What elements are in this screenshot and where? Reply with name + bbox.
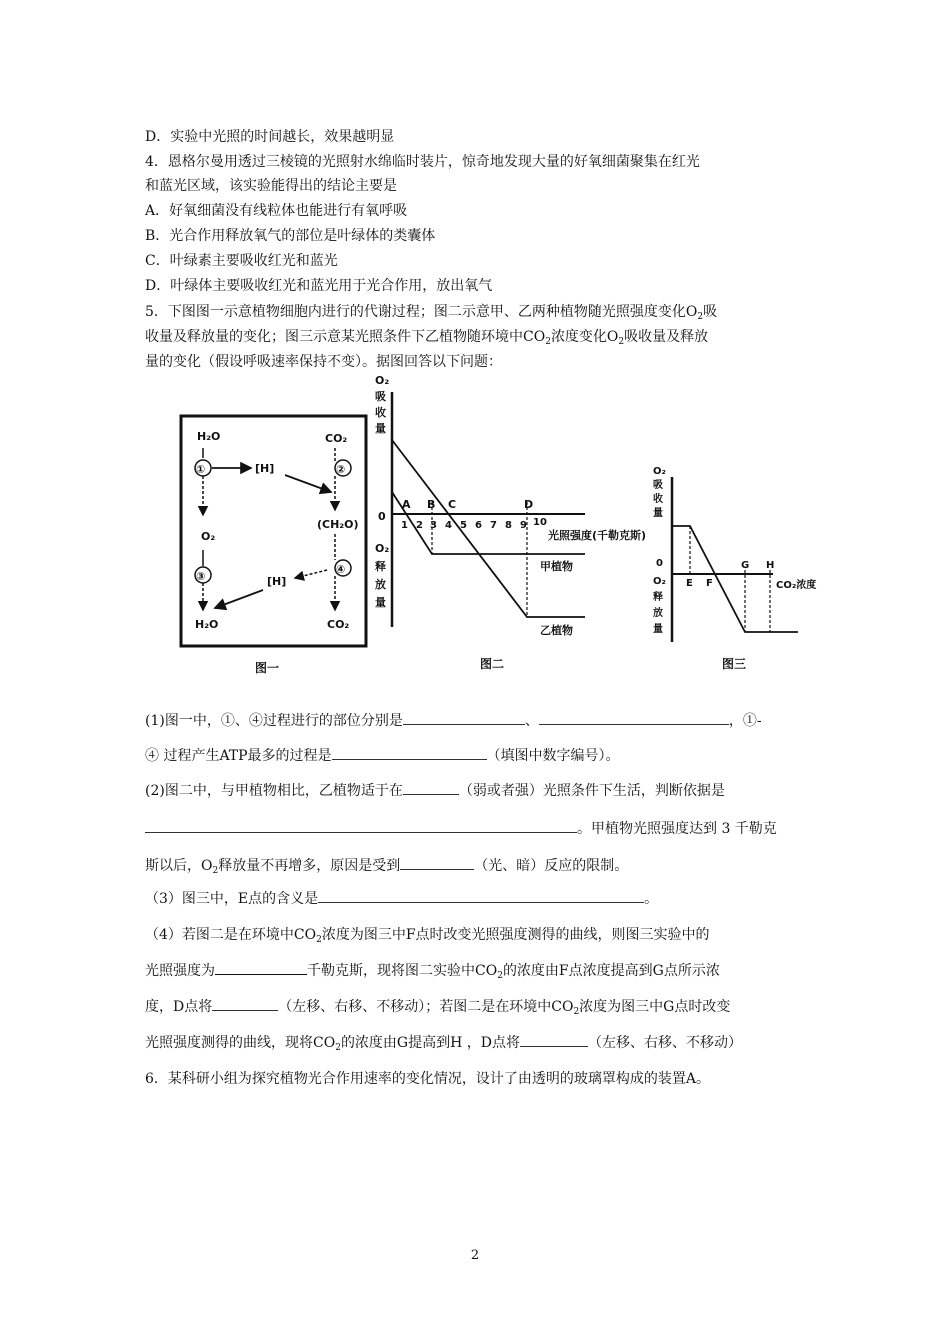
fig2-ylabel-bottom-2: 放 [375, 578, 386, 591]
q5-part2-line1: (2)图二中，与甲植物相比，乙植物适于在 （弱或者强）光照条件下生活，判断依据是 [145, 780, 725, 800]
page-number: 2 [470, 1248, 480, 1263]
fig3-zero: 0 [656, 558, 663, 569]
fig2-ylabel-top-0: O₂ [375, 374, 390, 387]
fig3-point-f: F [706, 578, 713, 589]
figure-two [370, 372, 647, 672]
fig2-tick-1: 1 [401, 520, 408, 531]
fig2-series-jia: 甲植物 [540, 560, 573, 573]
fig2-point-c: C [448, 498, 457, 511]
fig1-caption: 图一 [255, 661, 280, 675]
q3-option-d: D．实验中光照的时间越长，效果越明显 [145, 129, 395, 145]
fig2-tick-2: 2 [416, 520, 423, 531]
fig1-o2: O₂ [201, 530, 216, 543]
fig2-tick-9: 9 [520, 520, 527, 531]
answer-blank-2c[interactable] [400, 855, 474, 870]
q5-part4-line4: 光照强度测得的曲线，现将$CO_2$的浓度由G提高到H ，D点将 （左移、右移、不移动） [145, 1032, 742, 1052]
q5-part4-line1: （4）若图二是在环境中$CO_2$浓度为图三中F点时改变光照强度测得的曲线，则图三实验中的 [145, 927, 710, 945]
fig2-tick-8: 8 [505, 520, 512, 531]
fig2-zero: 0 [378, 510, 386, 523]
q4-option-c: C．叶绿素主要吸收红光和蓝光 [145, 253, 338, 269]
fig3-point-e: E [686, 578, 693, 589]
answer-blank-4c[interactable] [520, 1032, 588, 1047]
q5-stem-line1: 5．下图图一示意植物细胞内进行的代谢过程；图二示意甲、乙两种植物随光照强度变化$O_2$吸 [145, 304, 718, 322]
fig2-caption: 图二 [480, 657, 505, 671]
fig3-ylabel-top-1: 吸 [653, 480, 663, 491]
fig2-ylabel-bottom-3: 量 [375, 596, 386, 609]
q4-option-b: B．光合作用释放氧气的部位是叶绿体的类囊体 [145, 228, 436, 244]
fig3-ylabel-top-2: 收 [653, 494, 663, 505]
answer-blank-3[interactable] [318, 888, 644, 903]
fig3-ylabel-bottom-1: 释 [653, 592, 663, 603]
fig2-tick-4: 4 [445, 520, 452, 531]
fig1-h-top: [H] [255, 462, 275, 475]
q5-part4-line3: 度，D点将 （左移、右移、不移动）；若图二是在环境中$CO_2$浓度为图三中G点时改变 [145, 996, 730, 1016]
q4-option-a: A．好氧细菌没有线粒体也能进行有氧呼吸 [145, 203, 408, 219]
q5-part2-line3: 斯以后，$O_2$释放量不再增多，原因是受到 （光、暗）反应的限制。 [145, 855, 628, 875]
fig1-ch2o: (CH₂O) [317, 518, 359, 531]
q5-part2-line2: 。甲植物光照强度达到 3 千勒克 [145, 818, 777, 838]
q5-part1-line1: (1)图一中，①、④过程进行的部位分别是 、 ，①- [145, 710, 762, 730]
fig3-ylabel-top-3: 量 [653, 508, 663, 519]
answer-blank-4a[interactable] [215, 960, 307, 975]
fig2-tick-3: 3 [430, 520, 437, 531]
fig1-num-4: ④ [336, 563, 346, 576]
fig2-series-yi: 乙植物 [540, 624, 573, 637]
answer-blank-1b[interactable] [539, 710, 729, 725]
fig1-h2o-bottom: H₂O [195, 618, 219, 631]
fig3-xlabel: CO₂浓度 [776, 580, 817, 591]
figure-three [648, 462, 828, 672]
answer-blank-2a[interactable] [403, 780, 459, 795]
fig3-point-g: G [741, 560, 750, 571]
fig3-ylabel-top-0: O₂ [653, 466, 666, 477]
answer-blank-2b[interactable] [145, 818, 577, 833]
fig2-tick-5: 5 [460, 520, 467, 531]
q4-option-d: D．叶绿体主要吸收红光和蓝光用于光合作用，放出氧气 [145, 278, 493, 294]
answer-blank-1a[interactable] [403, 710, 525, 725]
answer-blank-4b[interactable] [212, 996, 278, 1011]
fig3-ylabel-bottom-0: O₂ [653, 576, 666, 587]
fig1-num-1: ① [196, 463, 206, 476]
figure-one [175, 410, 375, 680]
fig2-tick-10: 10 [533, 517, 547, 528]
q5-part4-line2: 光照强度为 千勒克斯，现将图二实验中$CO_2$的浓度由F点浓度提高到G点所示浓 [145, 960, 720, 980]
fig1-num-3: ③ [196, 570, 206, 583]
fig3-point-h: H [766, 560, 775, 571]
q6-stem: 6．某科研小组为探究植物光合作用速率的变化情况，设计了由透明的玻璃罩构成的装置A。 [145, 1071, 711, 1087]
q4-stem-line2: 和蓝光区域，该实验能得出的结论主要是 [145, 178, 397, 194]
fig2-point-a: A [402, 498, 411, 511]
q5-stem-line2: 收量及释放量的变化；图三示意某光照条件下乙植物随环境中$CO_2$浓度变化$O_2$吸收量及释放 [145, 329, 709, 347]
fig2-ylabel-top-3: 量 [375, 422, 386, 435]
fig2-ylabel-bottom-0: O₂ [375, 542, 390, 555]
fig1-co2-top: CO₂ [325, 432, 348, 445]
fig2-ylabel-top-1: 吸 [375, 390, 386, 403]
fig2-ylabel-bottom-1: 释 [375, 560, 386, 573]
q5-part1-line2: ④ 过程产生ATP最多的过程是 （填图中数字编号）。 [145, 745, 620, 765]
answer-blank-1c[interactable] [332, 745, 487, 760]
fig2-point-d: D [524, 498, 534, 511]
fig3-ylabel-bottom-2: 放 [653, 608, 663, 619]
fig2-xlabel: 光照强度(千勒克斯) [548, 529, 647, 542]
fig3-caption: 图三 [722, 657, 747, 671]
q5-stem-line3: 量的变化（假设呼吸速率保持不变）。据图回答以下问题： [145, 354, 502, 370]
fig1-co2-bottom: CO₂ [327, 618, 350, 631]
fig2-tick-7: 7 [490, 520, 497, 531]
fig2-point-b: B [427, 498, 436, 511]
fig2-tick-6: 6 [475, 520, 482, 531]
q4-stem-line1: 4．恩格尔曼用透过三棱镜的光照射水绵临时装片，惊奇地发现大量的好氧细菌聚集在红光 [145, 154, 700, 170]
fig1-h-bottom: [H] [267, 575, 287, 588]
fig2-ylabel-top-2: 收 [375, 406, 386, 419]
fig3-ylabel-bottom-3: 量 [653, 624, 663, 635]
fig1-num-2: ② [336, 463, 346, 476]
q5-part3: （3）图三中，E点的含义是 。 [145, 888, 658, 908]
fig1-h2o-top: H₂O [197, 430, 221, 443]
